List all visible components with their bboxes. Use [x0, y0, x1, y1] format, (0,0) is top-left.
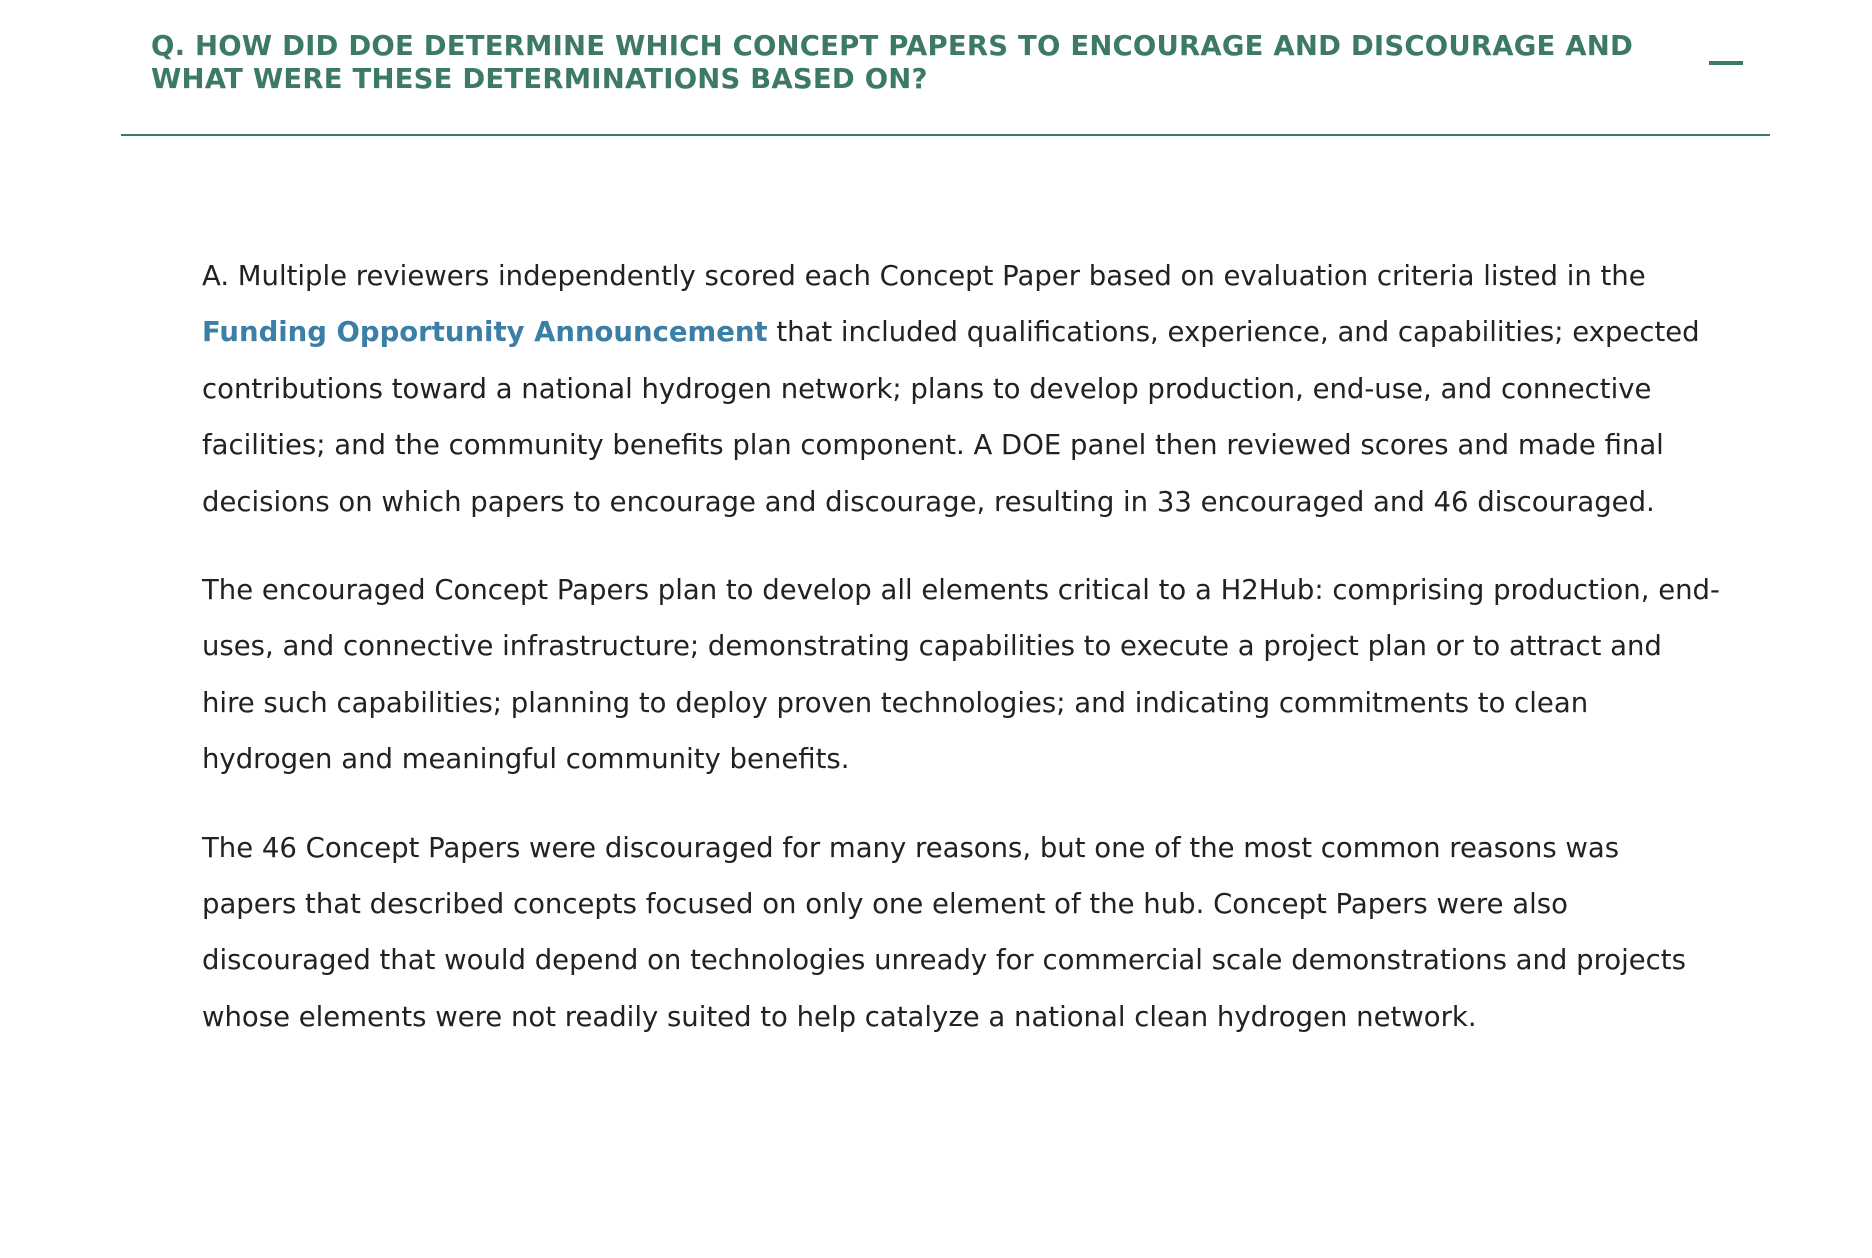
faq-answer: [202, 248, 1722, 1077]
minus-icon: [1709, 61, 1743, 65]
collapse-toggle-button[interactable]: [1703, 50, 1751, 74]
answer-paragraph-1-text-start: A. Multiple reviewers independently scored each Concept Paper based on evaluation criteria listed in the: [202, 260, 1646, 292]
faq-question-header[interactable]: [121, 0, 1770, 136]
faq-question-title[interactable]: Q. HOW DID DOE DETERMINE WHICH CONCEPT PAPERS TO ENCOURAGE AND DISCOURAGE AND WHAT WERE THESE DETERMINATIONS BASED ON?: [151, 30, 1633, 95]
funding-opportunity-announcement-link[interactable]: Funding Opportunity Announcement: [202, 316, 768, 349]
answer-paragraph-1: [202, 248, 1722, 530]
answer-paragraph-2: The encouraged Concept Papers plan to develop all elements critical to a H2Hub: comprising production, end-uses, and connective infrastructure; demonstrating capabilities to execute a project plan or to attract and hire such capabilities; planning to deploy proven technologies; and indicating commitments to clean hydrogen and meaningful community benefits.: [202, 574, 1720, 776]
faq-item: [121, 0, 1770, 1033]
answer-paragraph-3: The 46 Concept Papers were discouraged for many reasons, but one of the most common reasons was papers that described concepts focused on only one element of the hub. Concept Papers were also discouraged that would depend on technologies unready for commercial scale demonstrations and projects whose elements were not readily suited to help catalyze a national clean hydrogen network.: [202, 831, 1686, 1033]
answer-paragraph-1-text-end: that included qualifications, experience, and capabilities; expected contributions toward a national hydrogen network; plans to develop production, end-use, and connective facilities; and the community benefits plan component. A DOE panel then reviewed scores and made final decisions on which papers to encourage and discourage, resulting in 33 encouraged and 46 discouraged.: [202, 316, 1700, 518]
